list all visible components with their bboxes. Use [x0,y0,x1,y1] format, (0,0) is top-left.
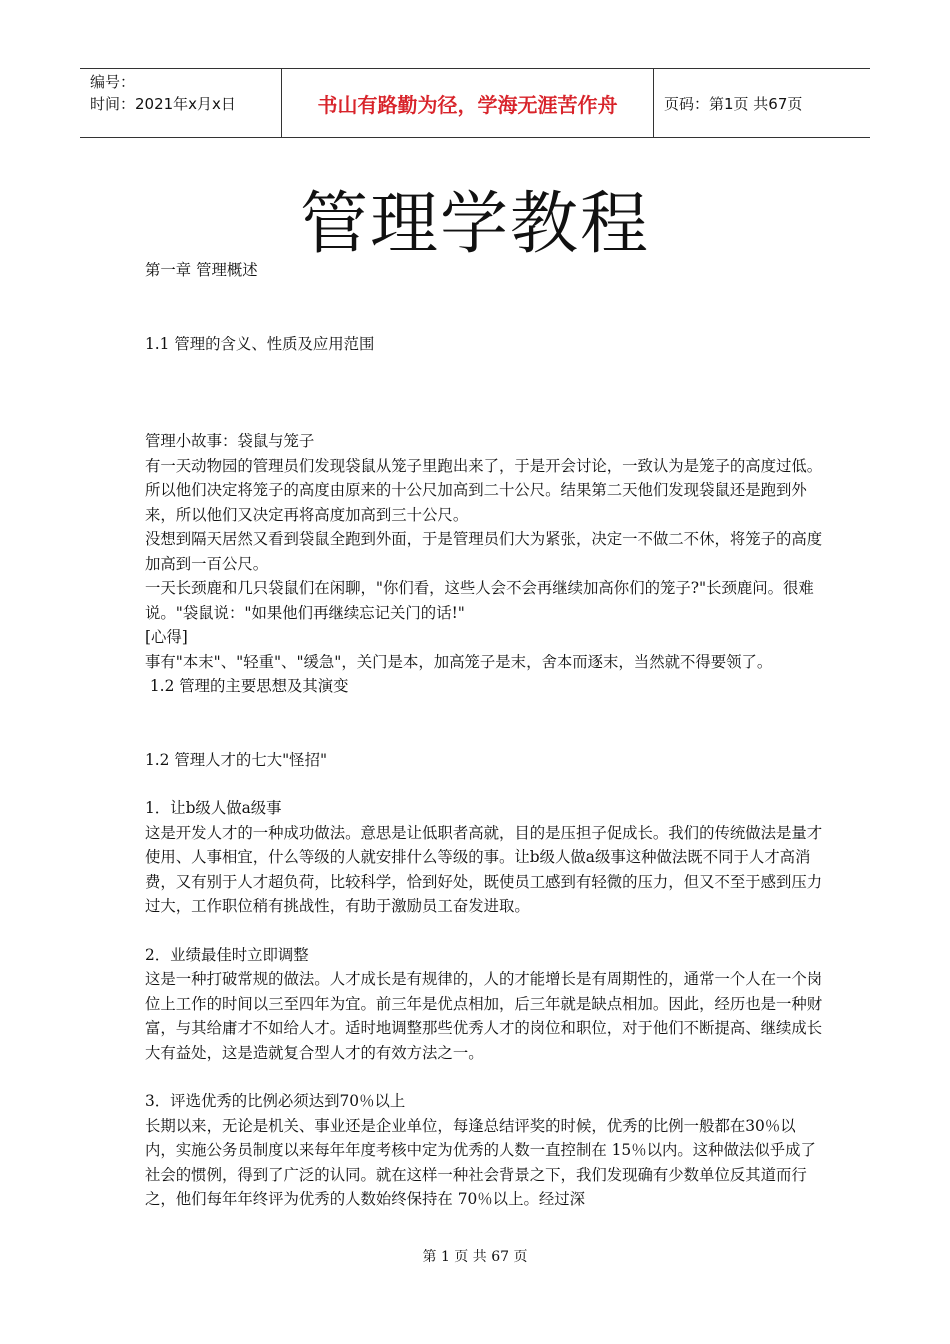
insight-text: 事有"本末"、"轻重"、"缓急"，关门是本，加高笼子是末，舍本而逐末，当然就不得要领了。 [145,652,773,671]
story-title: 管理小故事：袋鼠与笼子 [145,432,315,450]
document-body [145,258,825,1212]
page-header [80,68,870,138]
header-meta [80,69,282,137]
item-body: 长期以来，无论是机关、事业还是企业单位，每逢总结评奖的时候，优秀的比例一般都在30％以内，实施公务员制度以来每年年度考核中定为优秀的人数一直控制在 15％以内。这种做法似乎成了社会的惯例，得到了广泛的认同。就在这样一种社会背景之下，我们发现确有少数单位反其道而行之，他们每年年终评为优秀的人数始终保持在 70％以上。经过深 [145,1116,816,1208]
item-body: 这是开发人才的一种成功做法。意思是让低职者高就，目的是压担子促成长。我们的传统做法是量才使用、人事相宜，什么等级的人就安排什么等级的事。让b级人做a级事这种做法既不同于人才高消费，又有别于人才超负荷，比较科学，恰到好处，既使员工感到有轻微的压力，但又不至于感到压力过大，工作职位稍有挑战性，有助于激励员工奋发进取。 [145,823,823,915]
insight-label: [心得] [145,628,188,646]
item-heading: 3．评选优秀的比例必须达到70％以上 [145,1092,406,1110]
story-paragraph: 没想到隔天居然又看到袋鼠全跑到外面，于是管理员们大为紧张，决定一不做二不休，将笼子的高度加高到一百公尺。 [145,530,823,573]
section-heading-1-2a: 1.2 管理的主要思想及其演变 [145,677,349,695]
story-paragraph: 有一天动物园的管理员们发现袋鼠从笼子里跑出来了，于是开会讨论，一致认为是笼子的高度过低。所以他们决定将笼子的高度由原来的十公尺加高到二十公尺。结果第二天他们发现袋鼠还是跑到外来，所以他们又决定再将高度加高到三十公尺。 [145,456,823,524]
item-body: 这是一种打破常规的做法。人才成长是有规律的，人的才能增长是有周期性的，通常一个人在一个岗位上工作的时间以三至四年为宜。前三年是优点相加，后三年就是缺点相加。因此，经历也是一种财富，与其给庸才不如给人才。适时地调整那些优秀人才的岗位和职位，对于他们不断提高、继续成长大有益处，这是造就复合型人才的有效方法之一。 [145,970,823,1062]
section-heading-1-2b: 1.2 管理人才的七大"怪招" [145,750,328,769]
item-heading: 1．让b级人做a级事 [145,799,282,817]
time-label: 时间：2021年x月x日 [90,95,236,113]
item-heading: 2．业绩最佳时立即调整 [145,945,309,964]
page-footer: 第 1 页 共 67 页 [422,1249,528,1265]
number-label: 编号： [90,73,136,91]
chapter-heading: 第一章 管理概述 [145,261,258,279]
header-page-info: 页码：第1页 共67页 [664,94,803,113]
header-motto: 书山有路勤为径，学海无涯苦作舟 [282,69,654,137]
document-title: 管理学教程 [299,185,650,264]
section-heading-1-1: 1.1 管理的含义、性质及应用范围 [145,334,375,353]
story-paragraph: 一天长颈鹿和几只袋鼠们在闲聊，"你们看，这些人会不会再继续加高你们的笼子?"长颈鹿问。很难说。"袋鼠说："如果他们再继续忘记关门的话!" [145,579,814,622]
